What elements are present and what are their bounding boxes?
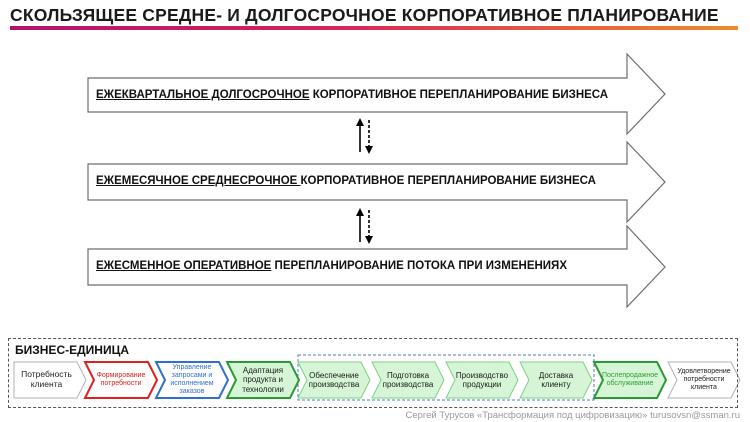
plan-quarterly-label xyxy=(96,89,608,101)
value-chain-step-8-label: Доставка клиенту xyxy=(538,370,574,389)
value-chain-step-4-label: Адаптация продукта и технологии xyxy=(242,366,284,394)
plan-shift-label xyxy=(96,260,567,272)
value-chain-step-7-label: Производство продукции xyxy=(455,370,509,389)
feedback-arrows-upper xyxy=(356,118,373,154)
value-chain-step-3-label: Управление запросами и исполнением заказов xyxy=(170,363,214,396)
feedback-arrows-lower xyxy=(356,208,373,244)
plan-shift-frequency: ЕЖЕСМЕННОЕ ОПЕРАТИВНОЕ xyxy=(96,260,272,272)
plan-monthly-description: КОРПОРАТИВНОЕ ПЕРЕПЛАНИРОВАНИЕ БИЗНЕСА xyxy=(300,175,596,187)
plan-monthly-frequency: ЕЖЕМЕСЯЧНОЕ СРЕДНЕСРОЧНОЕ xyxy=(96,175,301,187)
value-chain-step-10-label: Удовлетворение потребности клиента xyxy=(677,367,731,392)
value-chain-step-1-label: Потребность клиента xyxy=(21,369,72,389)
business-unit-title: БИЗНЕС-ЕДИНИЦА xyxy=(15,343,129,357)
footer-credit: Сергей Турусов «Трансформация под цифровизацию» turusovsn@ssman.ru xyxy=(405,410,740,421)
value-chain-step-5-label: Обеспечение производства xyxy=(308,370,360,389)
value-chain-step-9-label: Послепродажное обслуживание xyxy=(601,371,659,387)
value-chain-step-2-label: Формирование потребности xyxy=(96,371,146,387)
plan-monthly-label xyxy=(96,175,596,187)
plan-quarterly-description: КОРПОРАТИВНОЕ ПЕРЕПЛАНИРОВАНИЕ БИЗНЕСА xyxy=(309,89,609,101)
plan-quarterly-frequency: ЕЖЕКВАРТАЛЬНОЕ ДОЛГОСРОЧНОЕ xyxy=(96,89,310,101)
page-title: СКОЛЬЗЯЩЕЕ СРЕДНЕ- И ДОЛГОСРОЧНОЕ КОРПОРАТИВНОЕ ПЛАНИРОВАНИЕ xyxy=(10,5,719,25)
plan-shift-description: ПЕРЕПЛАНИРОВАНИЕ ПОТОКА ПРИ ИЗМЕНЕНИЯХ xyxy=(271,260,567,272)
value-chain-step-6-label: Подготовка производства xyxy=(382,370,434,389)
